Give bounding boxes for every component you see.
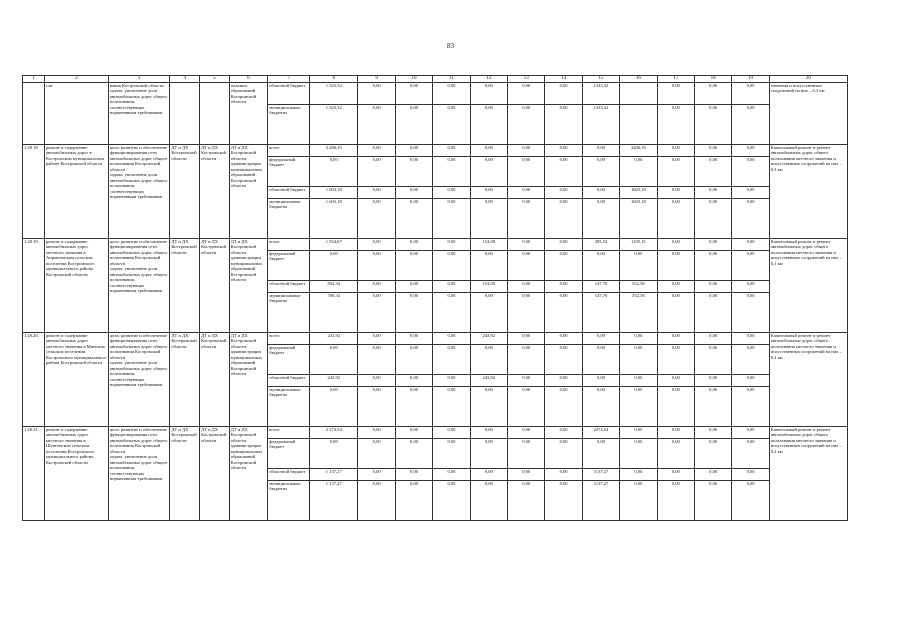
value-cell: 0,00 [694, 281, 731, 293]
value-cell: 0,00 [508, 333, 545, 345]
participants-cell: ДТ и ДХ Костромской области, администрации муниципальных образований Костромской области [229, 333, 268, 427]
funding-source-cell: федеральный бюджет [268, 439, 310, 469]
value-cell: 0,00 [545, 345, 582, 375]
value-cell: 0,00 [545, 105, 582, 145]
value-cell: 0,00 [470, 187, 507, 199]
value-cell: 0,00 [358, 469, 395, 481]
funding-source-cell: всего [268, 427, 310, 439]
value-cell: 154,00 [470, 239, 507, 251]
value-cell: 0,00 [433, 293, 470, 333]
value-cell: 0,00 [732, 187, 769, 199]
value-cell: 0,00 [620, 251, 657, 281]
value-cell: 0,00 [470, 293, 507, 333]
value-cell: 0,00 [545, 469, 582, 481]
table-row [23, 239, 848, 251]
value-cell: 3 206,35 [310, 145, 358, 157]
value-cell: 0,00 [508, 83, 545, 105]
column-header: 10 [395, 76, 432, 83]
value-cell: 0,00 [395, 293, 432, 333]
column-header: 3 [108, 76, 170, 83]
result-cell: Капитальный ремонт и ремонт автомобильных дорог общего пользования местного значения и искусственных сооружений на них – 0,2 км [769, 333, 847, 427]
value-cell: 0,00 [470, 105, 507, 145]
value-cell: 0,00 [358, 251, 395, 281]
column-header: 11 [433, 76, 470, 83]
column-header: 2 [45, 76, 109, 83]
value-cell: 1 603,18 [310, 187, 358, 199]
value-cell: 1137,27 [582, 469, 619, 481]
value-cell: 0,00 [694, 157, 731, 187]
column-header: 19 [732, 76, 769, 83]
value-cell: 0,00 [508, 481, 545, 521]
value-cell: 0,00 [508, 199, 545, 239]
table-row [23, 83, 848, 105]
value-cell: 0,00 [470, 427, 507, 439]
value-cell: 0,00 [657, 281, 694, 293]
result-cell: Капитальный ремонт и ремонт автомобильных дорог общего пользования местного значения и искусственных сооружений на них – 0,2 км [769, 427, 847, 521]
value-cell: 0,00 [433, 145, 470, 157]
value-cell: 0,00 [732, 293, 769, 333]
value-cell: 0,00 [310, 345, 358, 375]
funding-source-cell: всего [268, 239, 310, 251]
column-header: 6 [229, 76, 268, 83]
item-number-cell: 1.28.18. [23, 145, 45, 239]
value-cell: 0,00 [657, 251, 694, 281]
value-cell: 0,00 [694, 251, 731, 281]
value-cell: 0,00 [545, 439, 582, 469]
value-cell: 0,00 [657, 345, 694, 375]
value-cell: 1603,18 [620, 187, 657, 199]
table-row [23, 333, 848, 345]
value-cell: 0,00 [657, 375, 694, 387]
responsible-cell [170, 83, 200, 145]
value-cell: 243,92 [470, 333, 507, 345]
value-cell: 243,92 [310, 333, 358, 345]
funding-source-cell: областной бюджет [268, 281, 310, 293]
value-cell: 0,00 [395, 469, 432, 481]
value-cell: 0,00 [508, 157, 545, 187]
value-cell: 0,00 [694, 469, 731, 481]
value-cell: 0,00 [508, 105, 545, 145]
value-cell: 0,00 [582, 251, 619, 281]
value-cell: 0,00 [395, 345, 432, 375]
value-cell: 0,00 [470, 145, 507, 157]
value-cell: 0,00 [732, 281, 769, 293]
value-cell: 0,00 [508, 345, 545, 375]
header-row [23, 76, 848, 83]
value-cell: 0,00 [433, 251, 470, 281]
column-header: 18 [694, 76, 731, 83]
value-cell: 0,00 [732, 251, 769, 281]
result-cell: Капитальный ремонт и ремонт автомобильных дорог общего пользования местного значения и искусственных сооружений на них – 0,3 км [769, 145, 847, 239]
item-name-cell: сти [45, 83, 109, 145]
value-cell: 0,00 [433, 105, 470, 145]
value-cell: 0,00 [508, 187, 545, 199]
value-cell: 0,00 [694, 333, 731, 345]
value-cell: 0,00 [694, 239, 731, 251]
column-header: 12 [470, 76, 507, 83]
value-cell: 0,00 [358, 427, 395, 439]
item-number-cell: 1.28.19. [23, 239, 45, 333]
column-header: 16 [620, 76, 657, 83]
funding-source-cell: федеральный бюджет [268, 345, 310, 375]
value-cell: 0,00 [358, 199, 395, 239]
value-cell: 0,00 [358, 439, 395, 469]
funding-source-cell: федеральный бюджет [268, 157, 310, 187]
value-cell: 0,00 [395, 427, 432, 439]
value-cell: 0,00 [508, 281, 545, 293]
value-cell: 0,00 [694, 293, 731, 333]
value-cell: 0,00 [732, 427, 769, 439]
value-cell: 0,00 [433, 427, 470, 439]
item-name-cell: ремонт и содержание автомобильных дорог местного значения в Шунгенском сельском поселении Костромского муниципального района Костромской области [45, 427, 109, 521]
value-cell: 0,00 [358, 157, 395, 187]
value-cell: 0,00 [732, 481, 769, 521]
value-cell: 0,00 [657, 145, 694, 157]
program-table [22, 75, 848, 521]
column-header: 17 [657, 76, 694, 83]
column-header: 4 [170, 76, 200, 83]
value-cell: 0,00 [395, 83, 432, 105]
value-cell: 0,00 [732, 439, 769, 469]
value-cell: 0,00 [582, 157, 619, 187]
value-cell: 1323,32 [582, 105, 619, 145]
value-cell: 0,00 [732, 387, 769, 427]
value-cell: 0,00 [470, 469, 507, 481]
value-cell: 0,00 [395, 199, 432, 239]
value-cell: 0,00 [694, 375, 731, 387]
item-number-cell [23, 83, 45, 145]
value-cell: 0,00 [545, 187, 582, 199]
value-cell: 0,00 [732, 333, 769, 345]
value-cell: 3206,35 [620, 145, 657, 157]
value-cell: 0,00 [657, 469, 694, 481]
value-cell: 0,00 [545, 281, 582, 293]
participants-cell: ДТ и ДХ Костромской области, администрации муниципальных образований Костромской области [229, 239, 268, 333]
value-cell: 0,00 [508, 469, 545, 481]
value-cell: 0,00 [657, 427, 694, 439]
value-cell: 0,00 [620, 333, 657, 345]
value-cell: 0,00 [358, 293, 395, 333]
value-cell: 0,00 [620, 469, 657, 481]
result-cell: Капитальный ремонт и ремонт автомобильных дорог общего пользования местного значения и искусственных сооружений на них – 0,1 км [769, 239, 847, 333]
value-cell: 0,00 [433, 187, 470, 199]
value-cell: 0,00 [470, 157, 507, 187]
responsible-cell: ДТ и ДХ Костромской области [170, 427, 200, 521]
value-cell: 0,00 [433, 387, 470, 427]
value-cell: 0,00 [657, 157, 694, 187]
value-cell: 0,00 [310, 251, 358, 281]
value-cell: 0,00 [358, 345, 395, 375]
value-cell: 0,00 [732, 375, 769, 387]
value-cell: 0,00 [694, 439, 731, 469]
responsible-cell: ДТ и ДХ Костромской области [170, 145, 200, 239]
value-cell: 0,00 [582, 199, 619, 239]
value-cell: 243,92 [310, 375, 358, 387]
participants-cell: ДТ и ДХ Костромской области, администрации муниципальных образований Костромской области [229, 427, 268, 521]
value-cell: 0,00 [358, 145, 395, 157]
value-cell: 0,00 [732, 157, 769, 187]
value-cell: 0,00 [395, 375, 432, 387]
value-cell: 0,00 [508, 239, 545, 251]
value-cell: 0,00 [470, 251, 507, 281]
value-cell: 0,00 [433, 239, 470, 251]
goal-task-cell: цель: развитие и обеспечение функционирования сети автомобильных дорог общего пользования Костромской области задача: увеличение доли автомобильных дорог общего пользования, соответствующих нормативным требованиям [108, 145, 170, 239]
value-cell: 0,00 [732, 345, 769, 375]
value-cell: 0,00 [395, 145, 432, 157]
value-cell: 0,00 [508, 387, 545, 427]
funding-source-cell: муниципальные бюджеты [268, 199, 310, 239]
value-cell: 0,00 [694, 105, 731, 145]
value-cell: 0,00 [470, 439, 507, 469]
participants-cell: ДТ и ДХ Костромской области, администрации муниципальных образований Костромской области [229, 145, 268, 239]
value-cell: 0,00 [582, 187, 619, 199]
value-cell: 1105,15 [620, 239, 657, 251]
coexecutor-cell [200, 83, 230, 145]
value-cell: 0,00 [395, 439, 432, 469]
value-cell: 0,00 [395, 105, 432, 145]
value-cell: 1 137,27 [310, 481, 358, 521]
value-cell: 1323,32 [582, 83, 619, 105]
coexecutor-cell: ДТ и ДХ Костромской области [200, 239, 230, 333]
value-cell: 0,00 [582, 375, 619, 387]
value-cell: 0,00 [620, 157, 657, 187]
value-cell: 0,00 [582, 145, 619, 157]
value-cell: 0,00 [545, 375, 582, 387]
value-cell: 0,00 [657, 481, 694, 521]
column-header: 20 [769, 76, 847, 83]
value-cell: 147,76 [582, 281, 619, 293]
value-cell: 0,00 [470, 387, 507, 427]
funding-source-cell: областной бюджет [268, 187, 310, 199]
value-cell: 0,00 [657, 187, 694, 199]
value-cell: 0,00 [545, 199, 582, 239]
item-number-cell: 1.28.20. [23, 333, 45, 427]
value-cell: 0,00 [657, 439, 694, 469]
value-cell: 0,00 [545, 293, 582, 333]
value-cell: 1137,27 [582, 481, 619, 521]
value-cell: 0,00 [732, 145, 769, 157]
value-cell: 0,00 [620, 481, 657, 521]
value-cell: 0,00 [395, 333, 432, 345]
column-header: 9 [358, 76, 395, 83]
value-cell: 0,00 [310, 439, 358, 469]
value-cell: 0,00 [395, 387, 432, 427]
value-cell: 0,00 [433, 157, 470, 187]
value-cell: 0,00 [582, 345, 619, 375]
funding-source-cell: всего [268, 145, 310, 157]
value-cell: 2 274,54 [310, 427, 358, 439]
responsible-cell: ДТ и ДХ Костромской области [170, 333, 200, 427]
goal-task-cell: вания Костромской области задача: увеличение доли автомобильных дорог общего пользования, соответствующих нормативным требованиям [108, 83, 170, 145]
value-cell: 1 554,67 [310, 239, 358, 251]
funding-source-cell: муниципальные бюджеты [268, 293, 310, 333]
value-cell: 0,00 [582, 387, 619, 427]
funding-source-cell: всего [268, 333, 310, 345]
value-cell: 0,00 [433, 481, 470, 521]
value-cell: 0,00 [545, 481, 582, 521]
value-cell: 0,00 [694, 83, 731, 105]
item-name-cell: ремонт и содержание автомобильных дорог местного значения в Минском сельском поселении Костромского муниципального района Костромской области [45, 333, 109, 427]
value-cell: 0,00 [732, 199, 769, 239]
value-cell: 0,00 [508, 375, 545, 387]
value-cell: 1 323,32 [310, 83, 358, 105]
goal-task-cell: цель: развитие и обеспечение функционирования сети автомобильных дорог общего пользования Костромской области задача: увеличение доли автомобильных дорог общего пользования, соответствующих нормативным требованиям [108, 333, 170, 427]
value-cell: 0,00 [694, 427, 731, 439]
column-header: 5 [200, 76, 230, 83]
value-cell: 0,00 [433, 375, 470, 387]
value-cell: 0,00 [433, 199, 470, 239]
funding-source-cell: муниципальные бюджеты [268, 481, 310, 521]
page-number: 83 [447, 42, 454, 50]
value-cell: 0,00 [657, 199, 694, 239]
value-cell: 0,00 [358, 333, 395, 345]
column-header: 7 [268, 76, 310, 83]
value-cell: 1 323,32 [310, 105, 358, 145]
value-cell: 1 603,18 [310, 199, 358, 239]
value-cell: 0,00 [545, 427, 582, 439]
participants-cell: пальных образований Костромской области [229, 83, 268, 145]
funding-source-cell: областной бюджет [268, 83, 310, 105]
value-cell [620, 105, 657, 145]
value-cell: 0,00 [657, 83, 694, 105]
value-cell: 0,00 [545, 145, 582, 157]
value-cell: 0,00 [433, 469, 470, 481]
responsible-cell: ДТ и ДХ Костромской области [170, 239, 200, 333]
funding-source-cell: областной бюджет [268, 375, 310, 387]
value-cell: 0,00 [508, 293, 545, 333]
value-cell: 0,00 [508, 439, 545, 469]
value-cell: 0,00 [358, 187, 395, 199]
goal-task-cell: цель: развитие и обеспечение функционирования сети автомобильных дорог общего пользования Костромской области задача: увеличение доли автомобильных дорог общего пользования, соответствующих нормативным требованиям [108, 427, 170, 521]
value-cell: 0,00 [620, 387, 657, 427]
value-cell: 0,00 [657, 333, 694, 345]
value-cell: 243,92 [470, 375, 507, 387]
value-cell: 0,00 [582, 439, 619, 469]
value-cell: 0,00 [395, 187, 432, 199]
value-cell: 0,00 [358, 105, 395, 145]
value-cell: 0,00 [470, 481, 507, 521]
value-cell: 0,00 [545, 251, 582, 281]
column-header: 13 [508, 76, 545, 83]
value-cell: 295,52 [582, 239, 619, 251]
value-cell: 0,00 [310, 157, 358, 187]
value-cell: 0,00 [470, 345, 507, 375]
value-cell: 147,76 [582, 293, 619, 333]
item-name-cell: ремонт и содержание автомобильных дорог местного значения в Апраксинском сельском поселении Костромского муниципального района Костромской области [45, 239, 109, 333]
value-cell: 0,00 [470, 199, 507, 239]
value-cell: 0,00 [395, 251, 432, 281]
value-cell: 0,00 [545, 333, 582, 345]
item-number-cell: 1.28.21. [23, 427, 45, 521]
value-cell: 0,00 [395, 281, 432, 293]
value-cell: 0,00 [395, 481, 432, 521]
value-cell: 0,00 [358, 281, 395, 293]
coexecutor-cell: ДТ и ДХ Костромской области [200, 427, 230, 521]
value-cell: 700,34 [310, 293, 358, 333]
value-cell: 0,00 [694, 345, 731, 375]
value-cell: 0,00 [545, 83, 582, 105]
value-cell: 0,00 [433, 333, 470, 345]
value-cell: 1603,18 [620, 199, 657, 239]
value-cell [620, 83, 657, 105]
value-cell: 552,58 [620, 281, 657, 293]
value-cell: 0,00 [358, 239, 395, 251]
value-cell: 0,00 [358, 387, 395, 427]
value-cell: 0,00 [620, 427, 657, 439]
table-row [23, 427, 848, 439]
value-cell: 0,00 [433, 345, 470, 375]
value-cell: 0,00 [694, 145, 731, 157]
value-cell: 0,00 [620, 439, 657, 469]
item-name-cell: ремонт и содержание автомобильных дорог в Костромском муниципальном районе Костромской области [45, 145, 109, 239]
value-cell: 0,00 [694, 187, 731, 199]
value-cell: 0,00 [694, 481, 731, 521]
result-cell: значения и искусственных сооружений на них – 0,3 км [769, 83, 847, 145]
funding-source-cell: федеральный бюджет [268, 251, 310, 281]
value-cell: 0,00 [508, 427, 545, 439]
value-cell: 0,00 [545, 157, 582, 187]
value-cell: 0,00 [358, 83, 395, 105]
value-cell: 0,00 [582, 333, 619, 345]
value-cell: 0,00 [694, 199, 731, 239]
value-cell: 0,00 [732, 469, 769, 481]
value-cell: 0,00 [657, 293, 694, 333]
value-cell: 0,00 [620, 345, 657, 375]
column-header: 15 [582, 76, 619, 83]
funding-source-cell: муниципальные бюджеты [268, 105, 310, 145]
value-cell: 0,00 [358, 375, 395, 387]
value-cell: 1 137,27 [310, 469, 358, 481]
value-cell: 0,00 [732, 105, 769, 145]
funding-source-cell: муниципальные бюджеты [268, 387, 310, 427]
value-cell: 0,00 [545, 239, 582, 251]
column-header: 14 [545, 76, 582, 83]
value-cell: 854,34 [310, 281, 358, 293]
value-cell: 0,00 [657, 239, 694, 251]
value-cell: 0,00 [732, 239, 769, 251]
coexecutor-cell: ДТ и ДХ Костромской области [200, 145, 230, 239]
value-cell: 0,00 [395, 157, 432, 187]
value-cell: 0,00 [508, 145, 545, 157]
column-header: 1 [23, 76, 45, 83]
goal-task-cell: цель: развитие и обеспечение функционирования сети автомобильных дорог общего пользования Костромской области задача: увеличение доли автомобильных дорог общего пользования, соответствующих нормативным требованиям [108, 239, 170, 333]
value-cell: 0,00 [694, 387, 731, 427]
value-cell: 0,00 [545, 387, 582, 427]
value-cell: 0,00 [433, 83, 470, 105]
value-cell: 0,00 [470, 83, 507, 105]
value-cell: 0,00 [657, 387, 694, 427]
value-cell: 0,00 [620, 375, 657, 387]
value-cell: 2274,54 [582, 427, 619, 439]
value-cell: 154,00 [470, 281, 507, 293]
coexecutor-cell: ДТ и ДХ Костромской области [200, 333, 230, 427]
funding-source-cell: областной бюджет [268, 469, 310, 481]
value-cell: 0,00 [732, 83, 769, 105]
value-cell: 0,00 [310, 387, 358, 427]
value-cell: 552,58 [620, 293, 657, 333]
value-cell: 0,00 [433, 439, 470, 469]
value-cell: 0,00 [657, 105, 694, 145]
value-cell: 0,00 [358, 481, 395, 521]
value-cell: 0,00 [508, 251, 545, 281]
column-header: 8 [310, 76, 358, 83]
table-row [23, 145, 848, 157]
value-cell: 0,00 [395, 239, 432, 251]
value-cell: 0,00 [433, 281, 470, 293]
